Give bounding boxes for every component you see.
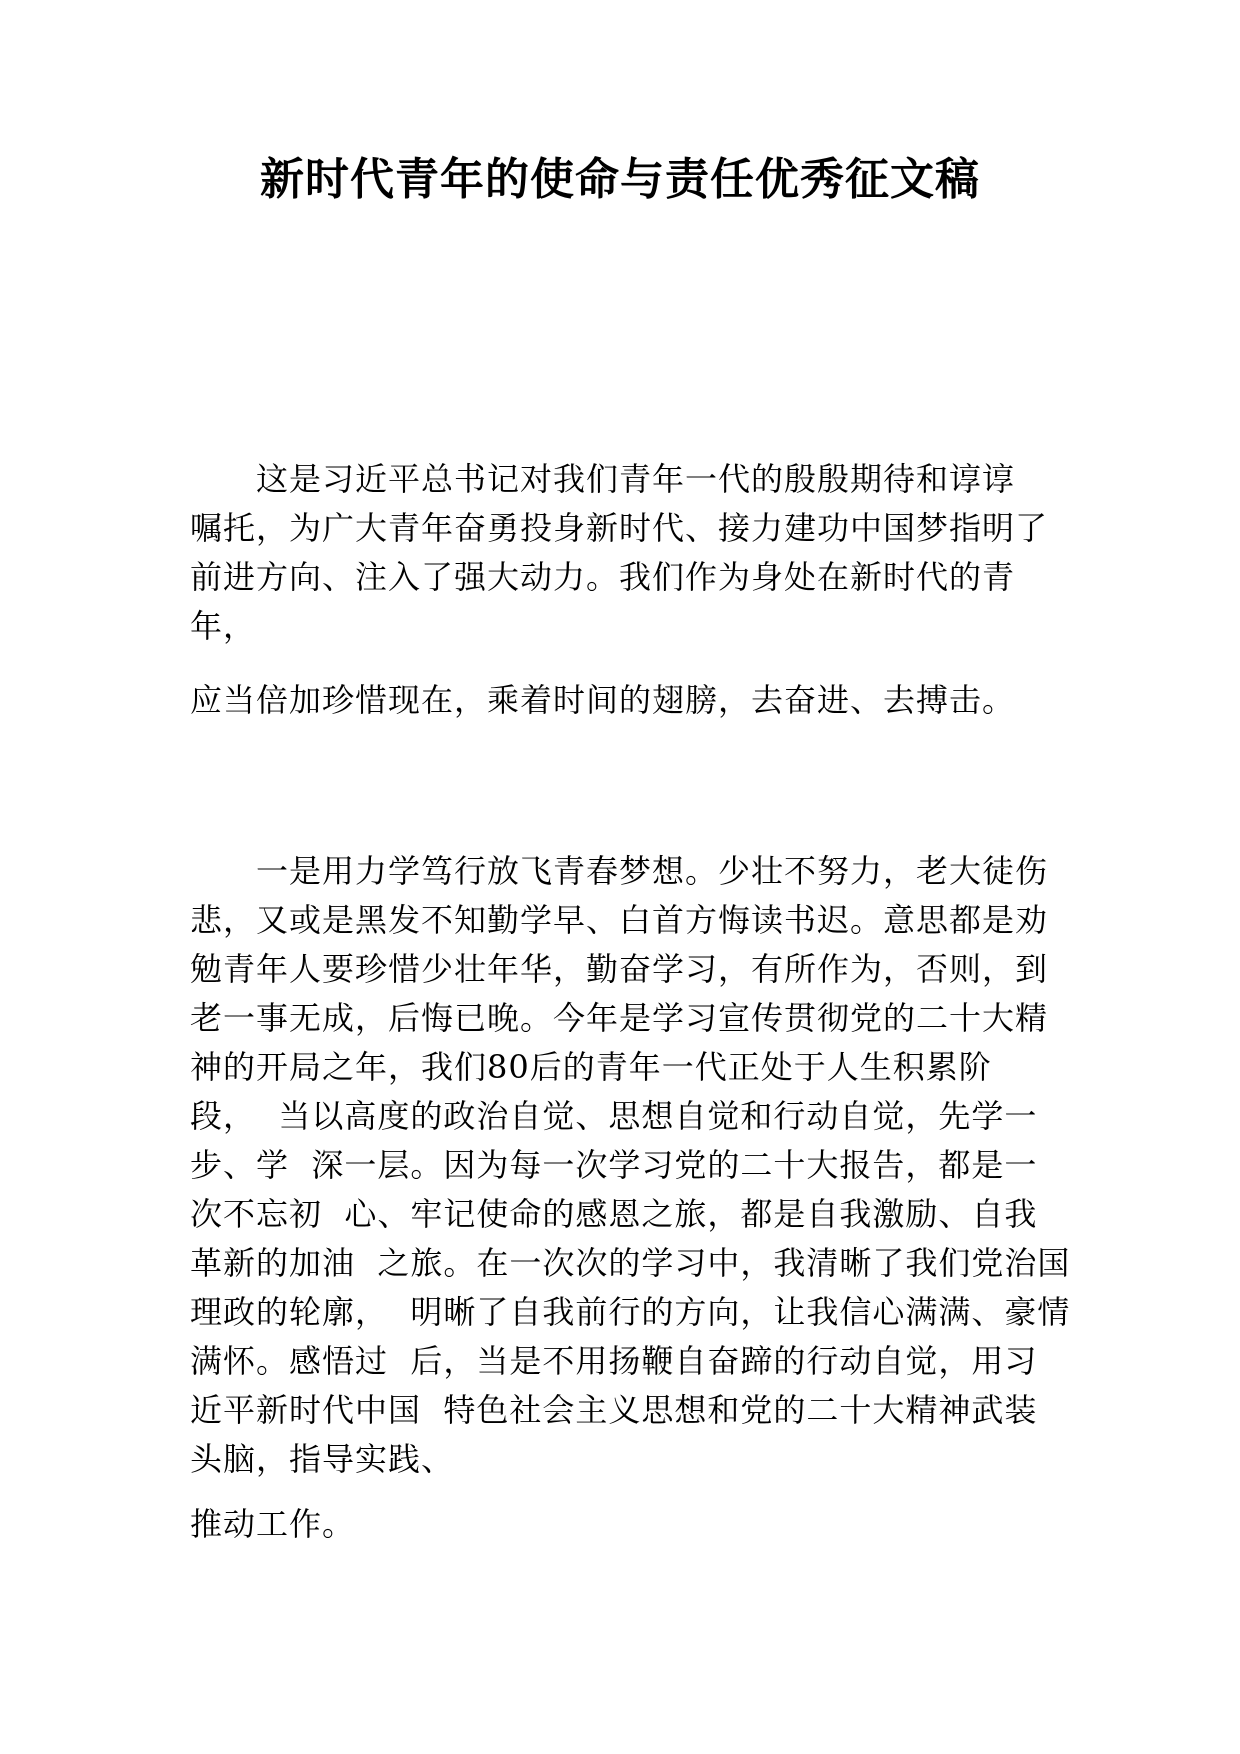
paragraph-line: 步、学 深一层。因为每一次学习党的二十大报告，都是一 <box>190 1146 1038 1184</box>
paragraph-line: 满怀。感悟过 后，当是不用扬鞭自奋蹄的行动自觉，用习 <box>190 1342 1038 1380</box>
paragraph-line: 这是习近平总书记对我们青年一代的殷殷期待和谆谆 <box>256 460 1016 498</box>
paragraph-line: 次不忘初 心、牢记使命的感恩之旅，都是自我激励、自我 <box>190 1195 1038 1233</box>
paragraph-2 <box>190 676 1060 725</box>
paragraph-line: 嘱托，为广大青年奋勇投身新时代、接力建功中国梦指明了 <box>190 509 1049 547</box>
paragraph-line: 近平新时代中国 特色社会主义思想和党的二十大精神武装 <box>190 1391 1038 1429</box>
paragraph-4 <box>190 1500 1060 1549</box>
paragraph-line: 前进方向、注入了强大动力。我们作为身处在新时代的青 <box>190 558 1016 596</box>
paragraph-line: 老一事无成，后悔已晚。今年是学习宣传贯彻党的二十大精 <box>190 999 1049 1037</box>
paragraph-line: 年， <box>190 607 257 645</box>
paragraph-line: 革新的加油 之旅。在一次次的学习中，我清晰了我们党治国 <box>190 1244 1071 1282</box>
paragraph-line: 头脑，指导实践、 <box>190 1440 455 1478</box>
paragraph-3 <box>190 847 1071 1484</box>
paragraph-line: 应当倍加珍惜现在，乘着时间的翅膀，去奋进、去搏击。 <box>190 681 1016 719</box>
document-title: 新时代青年的使命与责任优秀征文稿 <box>260 154 980 205</box>
paragraph-line: 一是用力学笃行放飞青春梦想。少壮不努力，老大徒伤 <box>256 852 1049 890</box>
paragraph-line: 理政的轮廓， 明晰了自我前行的方向，让我信心满满、豪情 <box>190 1293 1071 1331</box>
paragraph-1 <box>190 455 1060 651</box>
paragraph-line: 神的开局之年，我们80后的青年一代正处于人生积累阶 <box>190 1048 992 1086</box>
paragraph-line: 悲，又或是黑发不知勤学早、白首方悔读书迟。意思都是劝 <box>190 901 1049 939</box>
paragraph-line: 推动工作。 <box>190 1505 356 1543</box>
paragraph-line: 勉青年人要珍惜少壮年华，勤奋学习，有所作为，否则，到 <box>190 950 1049 988</box>
paragraph-line: 段， 当以高度的政治自觉、思想自觉和行动自觉，先学一 <box>190 1097 1038 1135</box>
